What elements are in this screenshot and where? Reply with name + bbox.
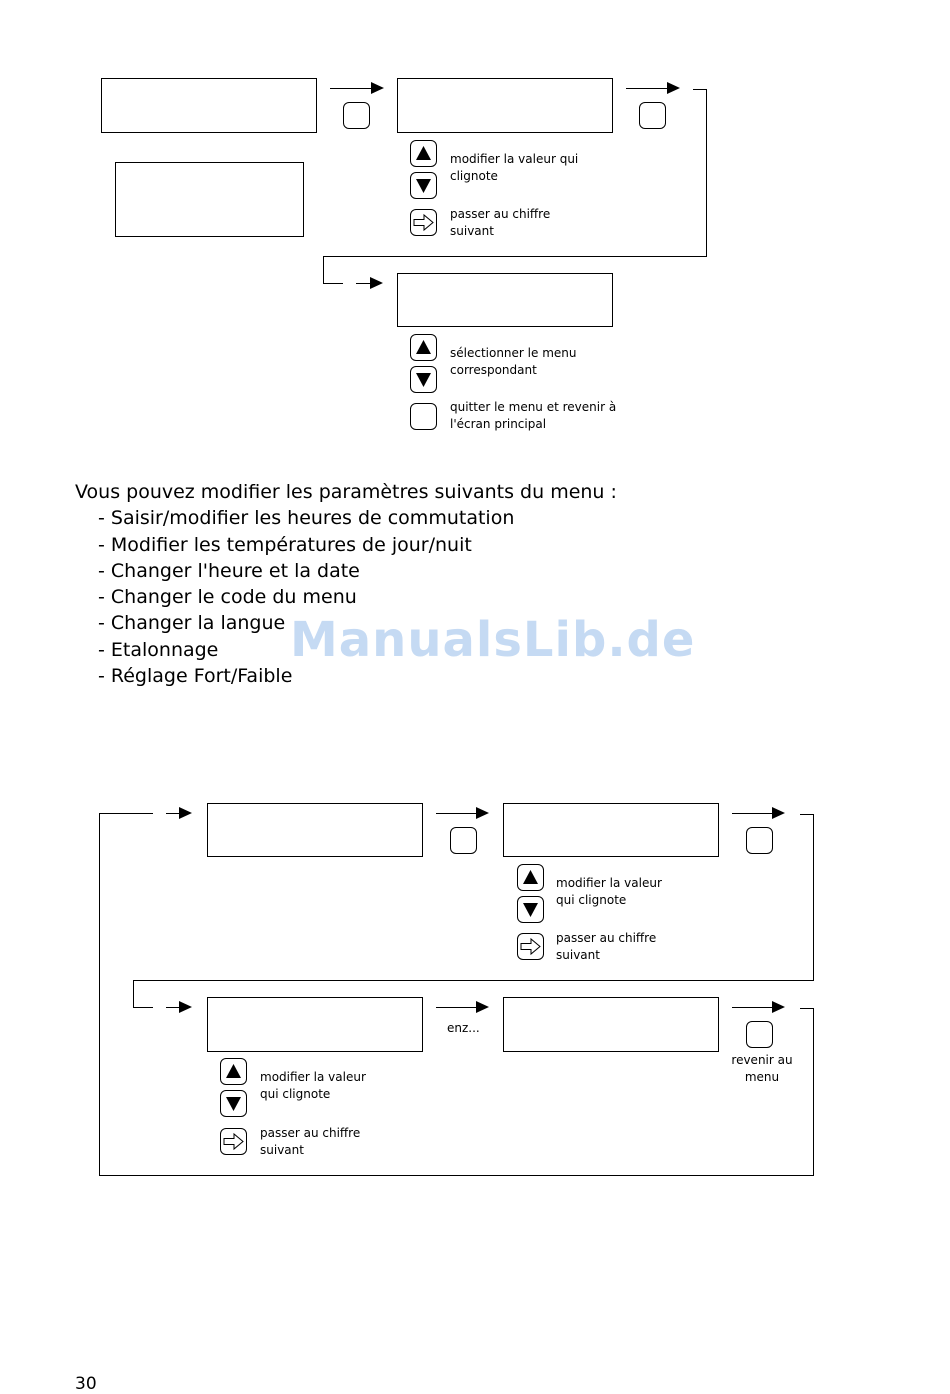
up-arrow-key-icon [517,864,544,891]
note-next-digit: passer au chiffre suivant [556,931,657,962]
list-item: - Etalonnage [98,638,219,661]
note-next-digit: passer au chiffre suivant [260,1126,361,1157]
arrowhead [772,1001,785,1013]
note-select-menu: sélectionner le menu correspondant [450,346,577,377]
arrowhead [179,807,192,819]
flow-line [99,813,153,814]
flow-line [800,814,814,815]
display-box [115,162,304,237]
down-arrow-key-icon [220,1090,247,1117]
note-back-to-menu: revenir au menu [731,1053,793,1084]
down-arrow-key-icon [517,896,544,923]
flow-line [693,89,707,90]
flow-line [330,88,374,89]
flow-line [813,814,814,981]
arrowhead [371,82,384,94]
note-modify-value: modifier la valeur qui clignote [260,1070,366,1101]
list-item: - Réglage Fort/Faible [98,665,293,688]
flow-line [133,1007,153,1008]
list-item: - Changer l'heure et la date [98,559,360,582]
flow-line [626,88,670,89]
list-item: - Modifier les températures de jour/nuit [98,533,472,556]
display-box [503,803,719,857]
flow-line [732,813,774,814]
list-item: - Changer la langue [98,612,286,635]
up-arrow-key-icon [410,334,437,361]
note-quit-menu: quitter le menu et revenir à l'écran principal [450,400,617,431]
list-item: - Saisir/modifier les heures de commutation [98,507,515,530]
flow-line [813,1008,814,1176]
up-arrow-key-icon [220,1058,247,1085]
flow-line [706,89,707,256]
right-arrow-key-icon [410,209,437,236]
arrowhead [772,807,785,819]
flow-line [323,256,707,257]
right-arrow-key-icon [517,933,544,960]
down-arrow-key-icon [410,366,437,393]
note-modify-value: modifier la valeur qui clignote [556,876,662,907]
flow-line [800,1008,814,1009]
flow-line [436,1007,478,1008]
display-box [207,997,423,1052]
page-number: 30 [75,1374,97,1394]
arrowhead [179,1001,192,1013]
right-arrow-key-icon [220,1128,247,1155]
note-next-digit: passer au chiffre suivant [450,207,551,238]
arrowhead [667,82,680,94]
display-box [503,997,719,1052]
flow-line [133,980,134,1007]
flow-line [323,256,324,283]
blank-key-icon [639,102,666,129]
flow-line [732,1007,774,1008]
blank-key-icon [343,102,370,129]
blank-key-icon [450,827,477,854]
arrowhead [476,807,489,819]
arrowhead [370,277,383,289]
flow-line [99,1175,814,1176]
flow-line [436,813,478,814]
arrowhead [476,1001,489,1013]
note-modify-value: modifier la valeur qui clignote [450,152,579,183]
flow-line [99,813,100,1176]
blank-key-icon [746,1021,773,1048]
list-item: - Changer le code du menu [98,586,357,609]
display-box [101,78,317,133]
intro-lead: Vous pouvez modifier les paramètres suivants du menu : [75,481,617,503]
down-arrow-key-icon [410,172,437,199]
watermark: ManualsLib.de [290,612,696,668]
flow-line [323,283,343,284]
blank-key-icon [410,403,437,430]
display-box [397,273,613,327]
up-arrow-key-icon [410,140,437,167]
etc-label: enz... [447,1021,480,1035]
blank-key-icon [746,827,773,854]
flow-line [133,980,814,981]
display-box [207,803,423,857]
display-box [397,78,613,133]
